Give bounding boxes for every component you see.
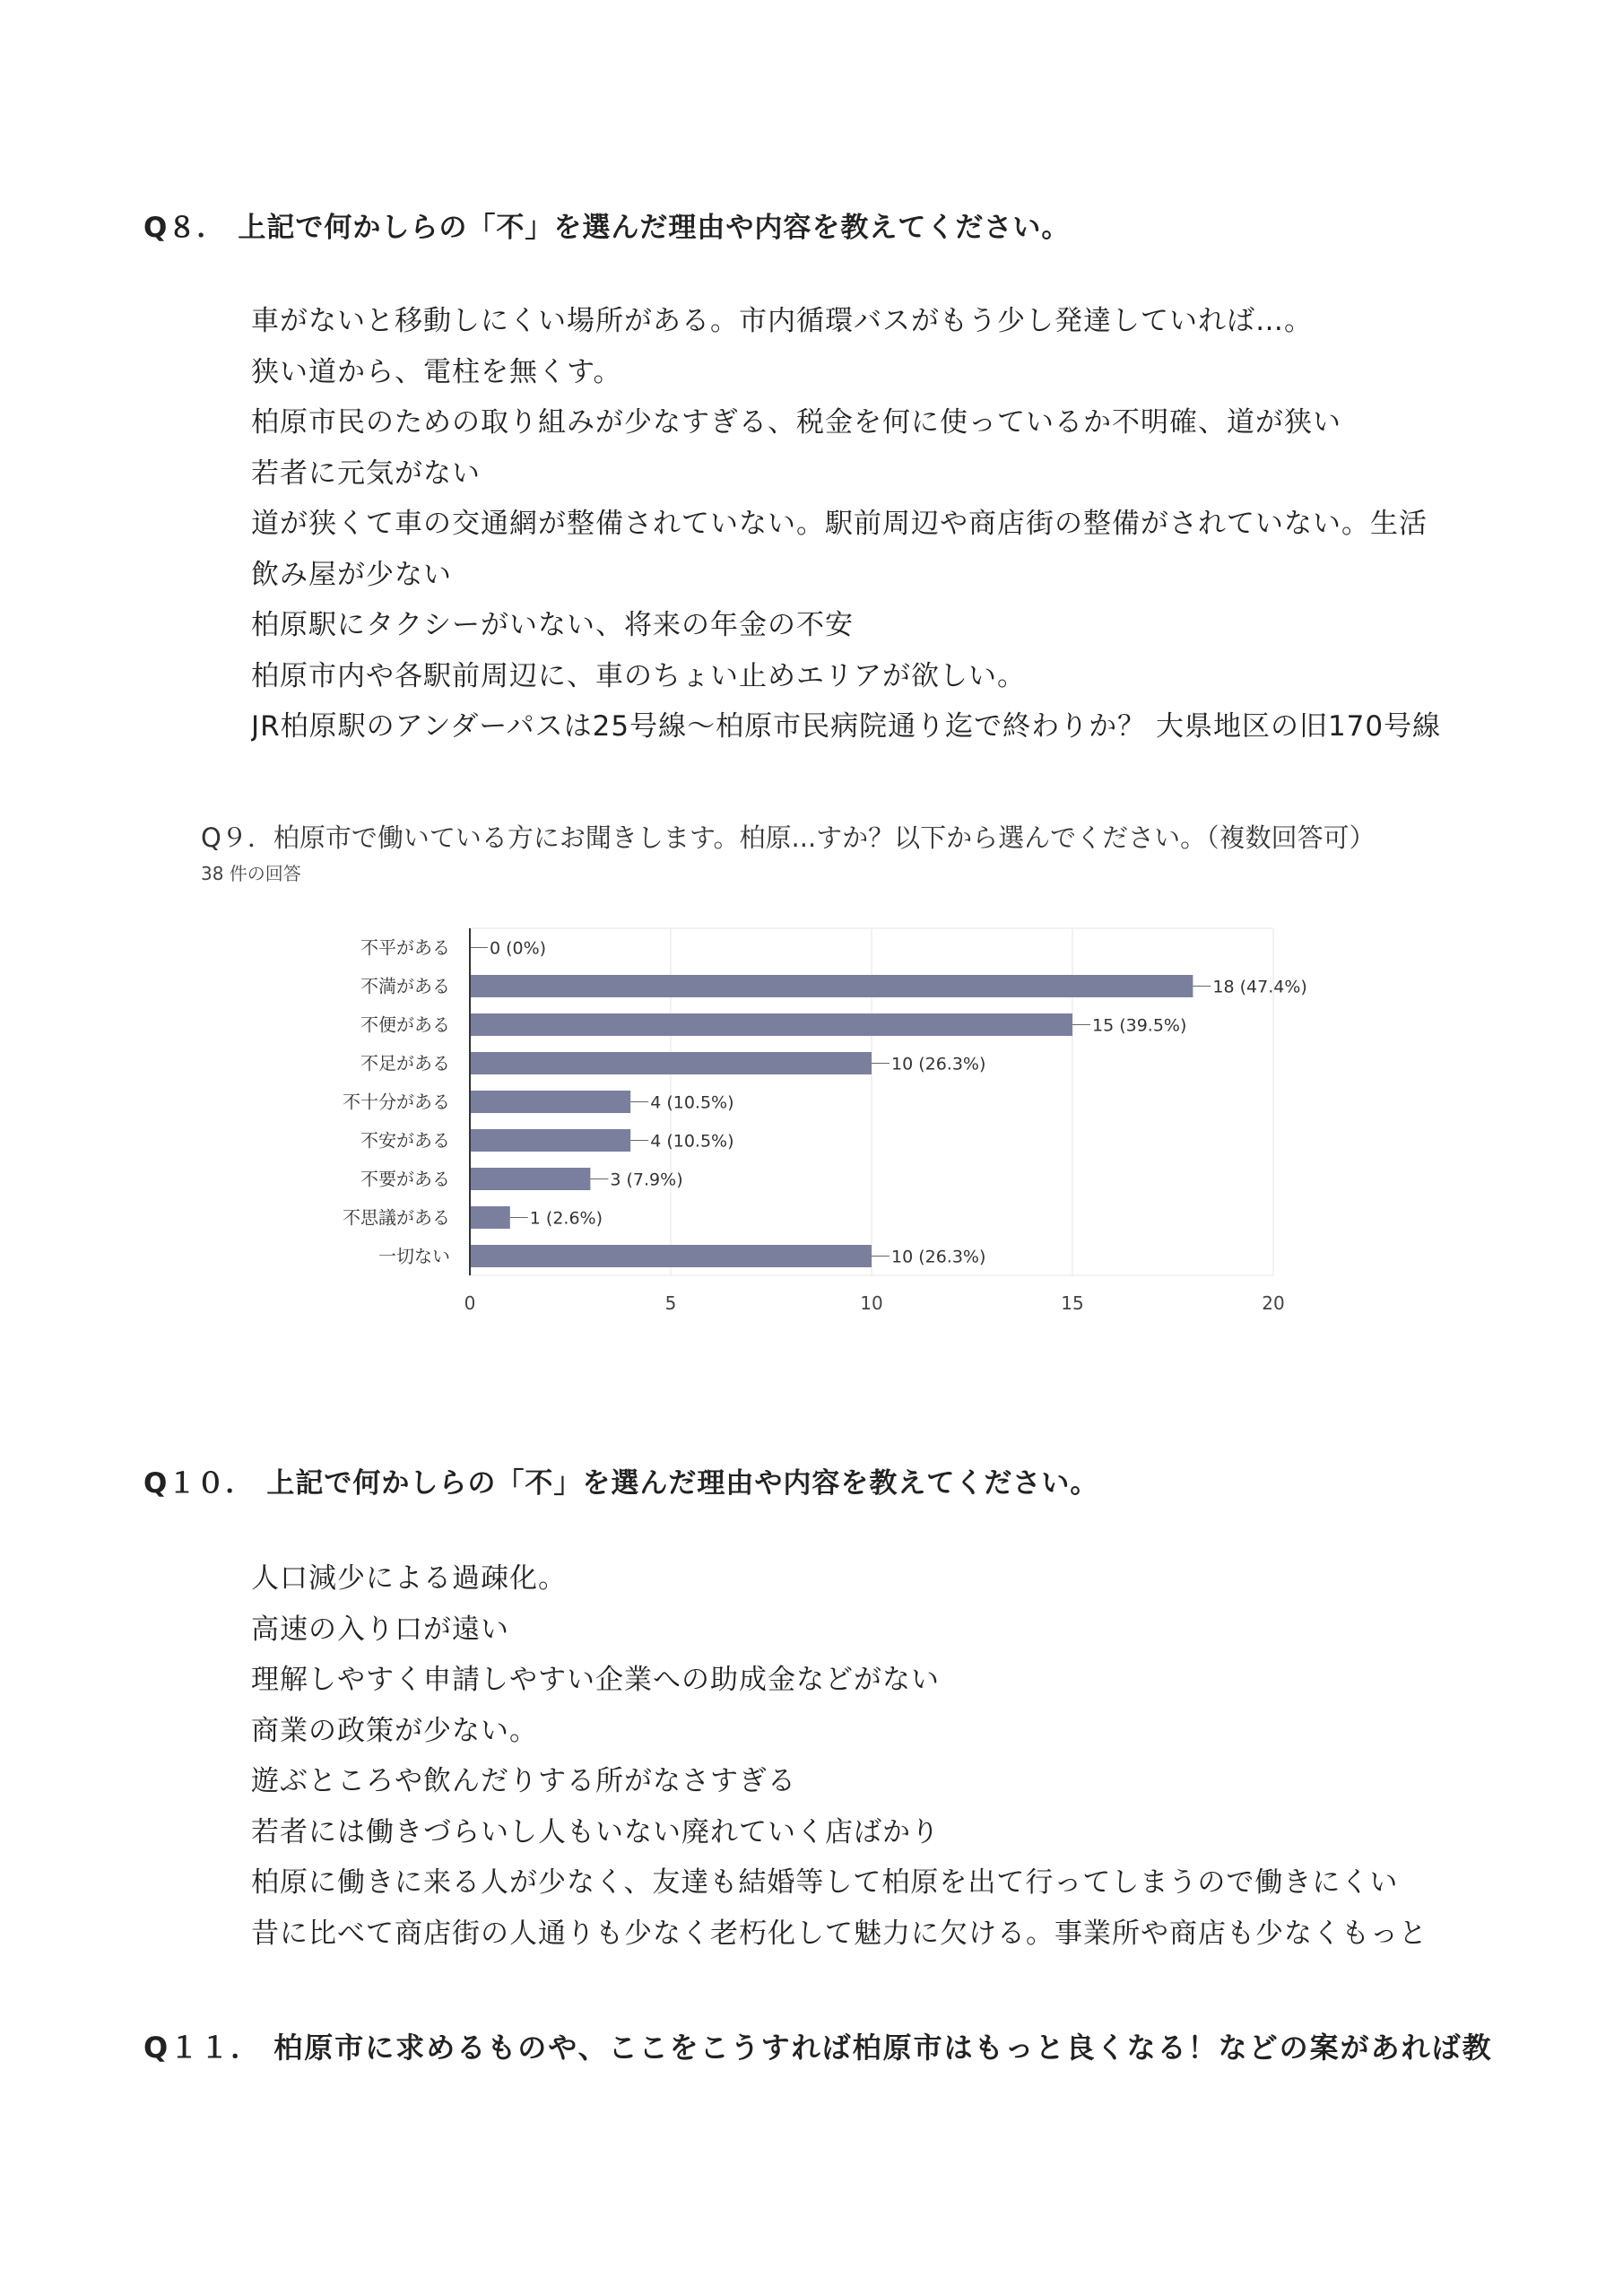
value-label: 4 (10.5%) [650, 1131, 734, 1152]
q8-question: 上記で何かしらの「不」を選んだ理由や内容を教えてください。 [238, 212, 1071, 244]
q10-heading [143, 1460, 1098, 1500]
q10-answer: 若者には働きづらいし人もいない廃れていく店ばかり [251, 1815, 940, 1848]
q8-answer-list [251, 296, 1488, 752]
value-label: 0 (0%) [490, 938, 547, 959]
q11-question: 柏原市に求めるものや、ここをこうすれば柏原市はもっと良くなる！などの案があれば教 [273, 2031, 1493, 2065]
q8-answer: 若者に元気がない [251, 457, 481, 490]
category-label: 不思議がある [343, 1206, 450, 1229]
value-label: 10 (26.3%) [891, 1054, 986, 1074]
q10-answer-list [251, 1553, 1488, 1959]
x-tick-label: 15 [1061, 1292, 1084, 1314]
x-tick-label: 10 [860, 1292, 883, 1314]
q10-question: 上記で何かしらの「不」を選んだ理由や内容を教えてください。 [266, 1467, 1099, 1500]
bar [470, 975, 1193, 997]
q11-number: Q１１． [143, 2031, 262, 2065]
q10-answer: 昔に比べて商店街の人通りも少なく老朽化して魅力に欠ける。事業所や商店も少なくもっと [251, 1917, 1428, 1950]
q8-answer: 柏原駅にタクシーがいない、将来の年金の不安 [251, 609, 854, 641]
bar [470, 1091, 630, 1113]
q8-answer: 飲み屋が少ない [251, 558, 452, 591]
q8-answer: 柏原市内や各駅前周辺に、車のちょい止めエリアが欲しい。 [251, 659, 1026, 692]
bar [470, 1206, 510, 1229]
q9-bar-chart [197, 818, 1327, 1347]
category-label: 不十分がある [343, 1091, 450, 1113]
x-tick-label: 5 [664, 1292, 677, 1314]
q8-answer: JR柏原駅のアンダーパスは25号線～柏原市民病院通り迄で終わりか？ 大県地区の旧170号線 [251, 710, 1442, 743]
value-label: 18 (47.4%) [1212, 977, 1307, 997]
q10-answer: 高速の入り口が遠い [251, 1613, 509, 1646]
category-label: 一切ない [378, 1245, 450, 1267]
category-label: 不要がある [360, 1168, 450, 1190]
q10-answer: 人口減少による過疎化。 [251, 1562, 567, 1595]
q8-heading [143, 204, 1070, 245]
q11-heading [143, 2025, 1493, 2066]
bar [470, 1129, 630, 1152]
value-label: 3 (7.9%) [610, 1170, 683, 1190]
q8-answer: 道が狭くて車の交通網が整備されていない。駅前周辺や商店街の整備がされていない。生活 [251, 508, 1428, 540]
value-label: 4 (10.5%) [650, 1092, 734, 1113]
bar [470, 1052, 872, 1074]
q8-answer: 車がないと移動しにくい場所がある。市内循環バスがもう少し発達していれば…。 [251, 305, 1313, 337]
category-label: 不便がある [360, 1013, 450, 1036]
category-label: 不足がある [360, 1052, 450, 1074]
q10-number: Q１０． [143, 1467, 255, 1500]
x-tick-label: 0 [464, 1292, 476, 1314]
bar [470, 1245, 872, 1267]
q9-chart [197, 818, 1376, 1347]
q10-answer: 柏原に働きに来る人が少なく、友達も結婚等して柏原を出て行ってしまうので働きにくい [251, 1866, 1399, 1899]
q8-answer: 柏原市民のための取り組みが少なすぎる、税金を何に使っているか不明確、道が狭い [251, 406, 1341, 439]
value-label: 1 (2.6%) [529, 1208, 603, 1229]
q10-answer: 商業の政策が少ない。 [251, 1714, 538, 1747]
q9-chart-title: Q９．柏原市で働いている方にお聞きします。柏原...すか？以下から選んでください。（複数回答可） [201, 822, 1376, 853]
q10-answer: 遊ぶところや飲んだりする所がなさすぎる [251, 1765, 796, 1797]
category-label: 不平がある [360, 936, 450, 959]
value-label: 10 (26.3%) [891, 1247, 986, 1267]
q8-answer: 狭い道から、電柱を無くす。 [251, 355, 622, 388]
q10-answer: 理解しやすく申請しやすい企業への助成金などがない [251, 1664, 940, 1696]
category-label: 不満がある [360, 975, 450, 997]
x-tick-label: 20 [1262, 1292, 1285, 1314]
category-label: 不安がある [360, 1129, 450, 1152]
value-label: 15 (39.5%) [1092, 1015, 1187, 1036]
q8-number: Q８． [143, 212, 226, 244]
bar [470, 1013, 1072, 1036]
q9-response-count: 38 件の回答 [201, 863, 301, 884]
bar [470, 1168, 590, 1190]
